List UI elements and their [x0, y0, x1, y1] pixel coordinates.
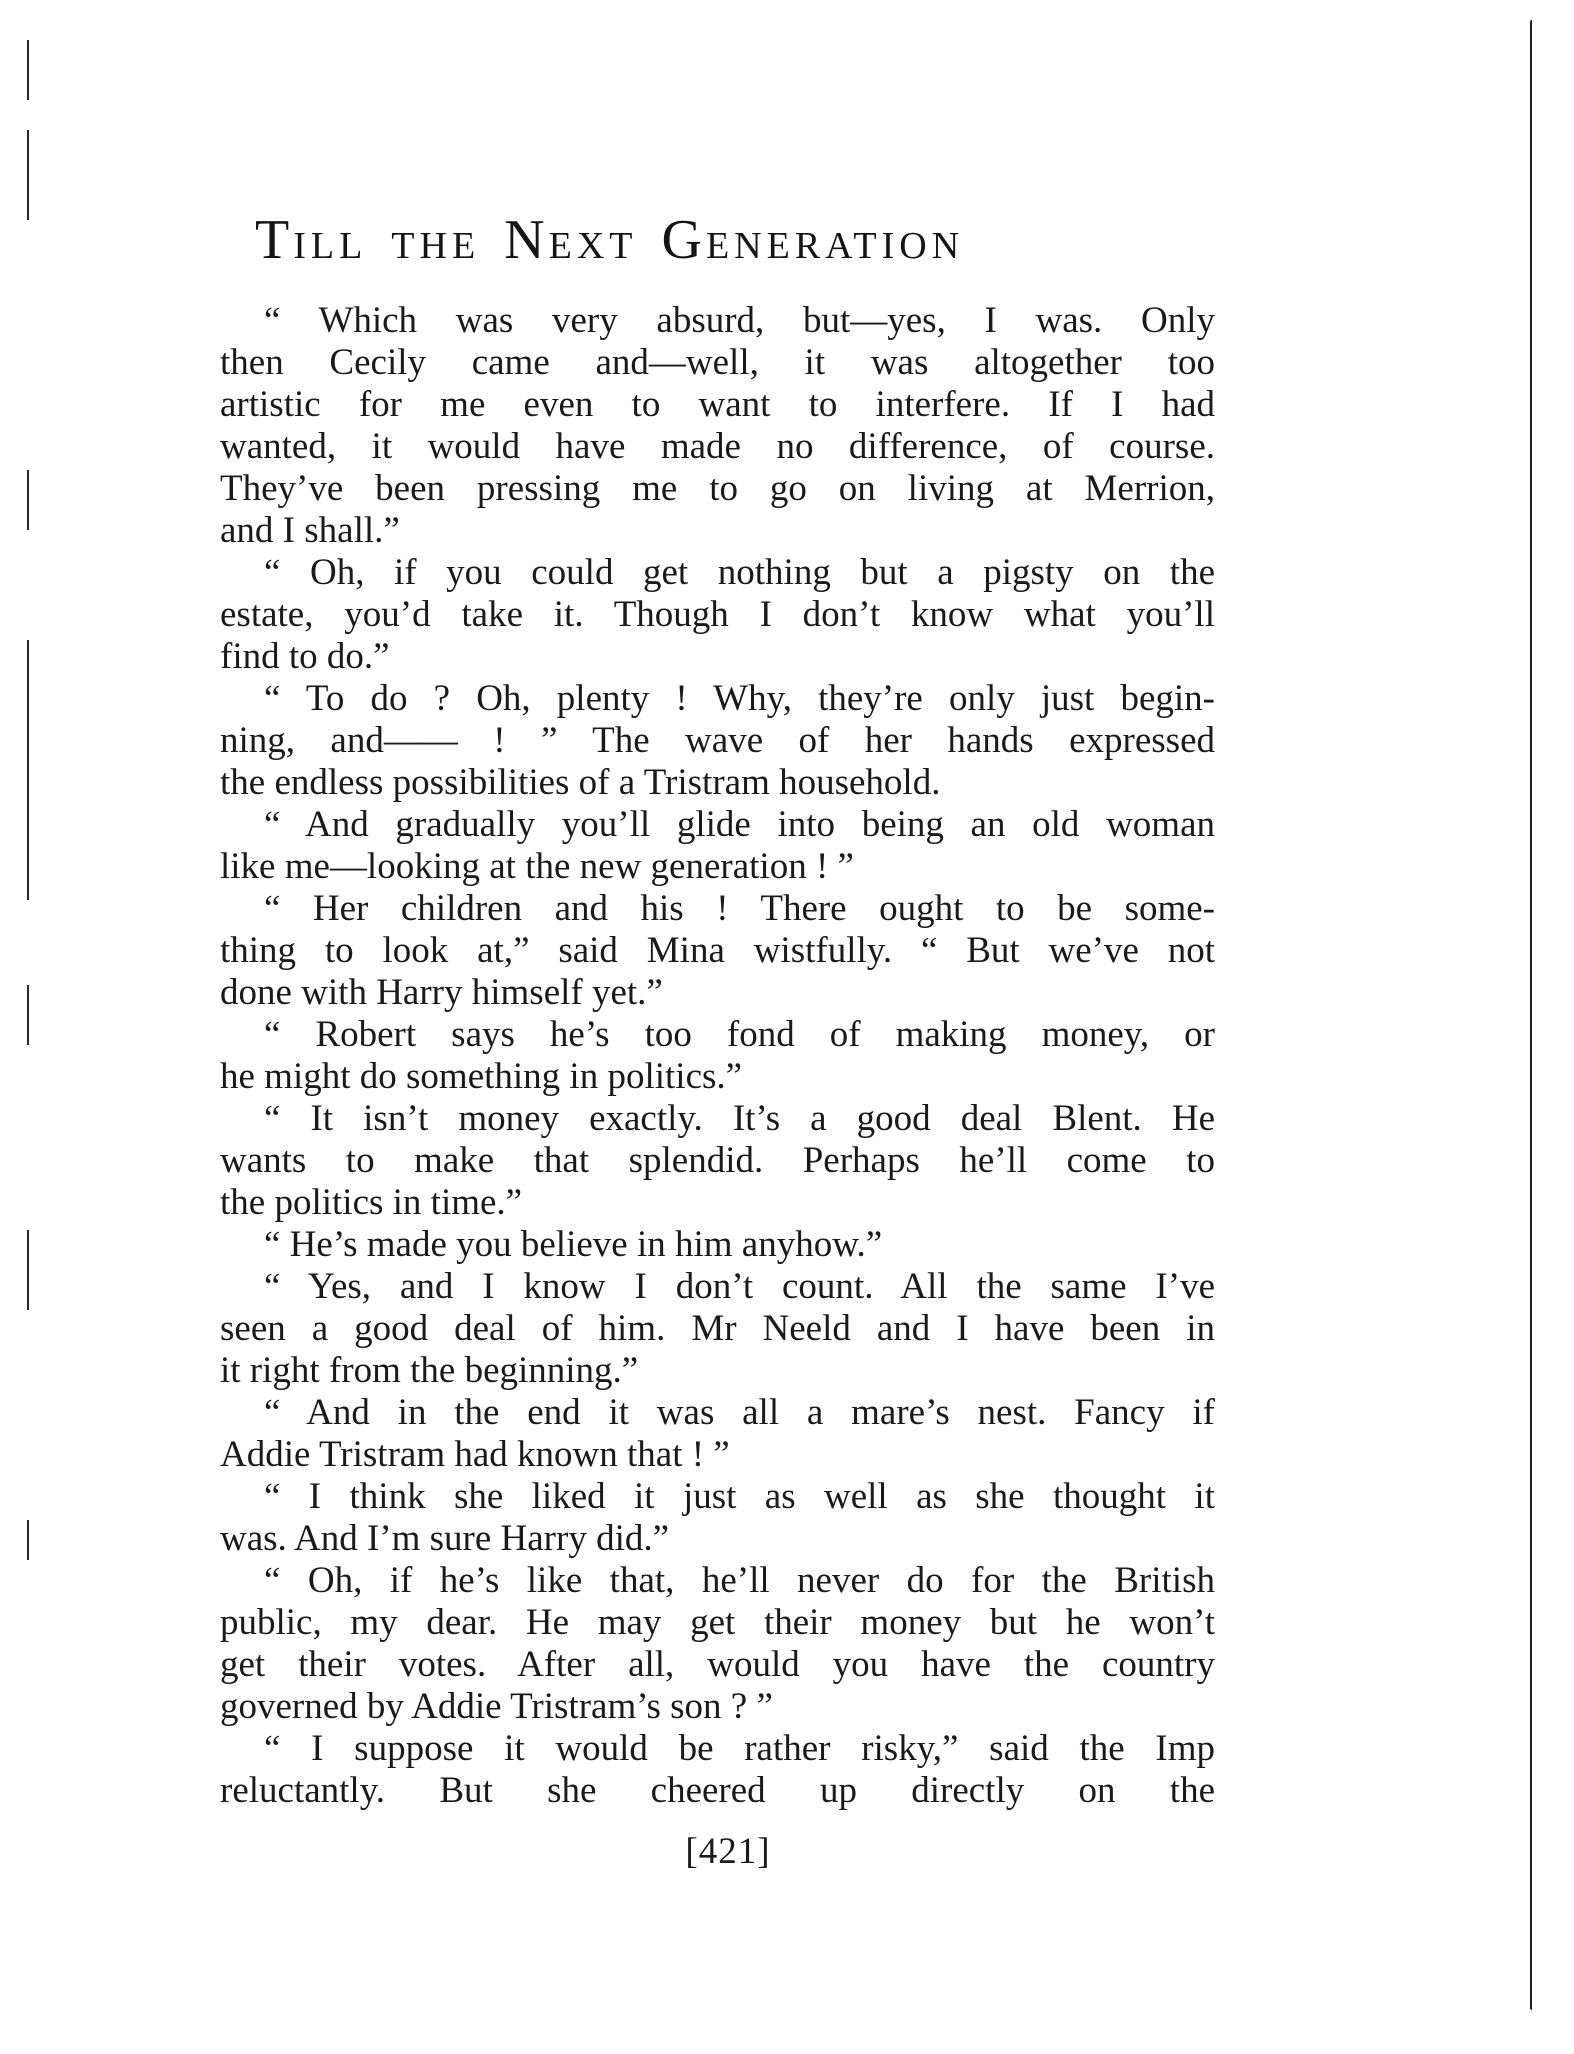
text-line: and I shall.” — [220, 510, 400, 551]
running-title-word: GENERATION — [661, 209, 965, 271]
scan-edge-right — [1530, 20, 1538, 2010]
text-line: he might do something in politics.” — [220, 1056, 743, 1097]
text-line: “ I suppose it would be rather risky,” said the Imp — [264, 1728, 1215, 1769]
text-line: public, my dear. He may get their money but he won’t — [220, 1602, 1215, 1643]
text-line: “ Robert says he’s too fond of making money, or — [264, 1014, 1215, 1055]
text-line: then Cecily came and—well, it was altogether too — [220, 342, 1215, 383]
text-line: They’ve been pressing me to go on living at Merrion, — [220, 468, 1215, 509]
text-line: “ Which was very absurd, but—yes, I was. Only — [264, 300, 1215, 341]
text-line: “ To do ? Oh, plenty ! Why, they’re only just begin- — [264, 678, 1215, 719]
text-line: “ Her children and his ! There ought to be some- — [264, 888, 1215, 929]
text-line: seen a good deal of him. Mr Neeld and I have been in — [220, 1308, 1215, 1349]
text-line: “ I think she liked it just as well as she thought it — [264, 1476, 1215, 1517]
running-title — [255, 208, 1185, 272]
text-line: estate, you’d take it. Though I don’t know what you’ll — [220, 594, 1215, 635]
text-line: “ Yes, and I know I don’t count. All the same I’ve — [264, 1266, 1215, 1307]
text-line: “ And gradually you’ll glide into being an old woman — [264, 804, 1215, 845]
text-line: artistic for me even to want to interfere. If I had — [220, 384, 1215, 425]
scan-edge-left — [27, 40, 30, 1940]
text-line: “ It isn’t money exactly. It’s a good deal Blent. He — [264, 1098, 1215, 1139]
body-text — [220, 300, 1215, 1812]
text-line: Addie Tristram had known that ! ” — [220, 1434, 730, 1475]
text-line: wanted, it would have made no difference, of course. — [220, 426, 1215, 467]
text-line: governed by Addie Tristram’s son ? ” — [220, 1686, 773, 1727]
text-line: ning, and—— ! ” The wave of her hands expressed — [220, 720, 1215, 761]
text-line: get their votes. After all, would you have the country — [220, 1644, 1215, 1685]
text-line: reluctantly. But she cheered up directly on the — [220, 1770, 1215, 1811]
text-line: done with Harry himself yet.” — [220, 972, 663, 1013]
running-title-word: NEXT — [504, 209, 638, 271]
text-line: “ He’s made you believe in him anyhow.” — [264, 1224, 883, 1265]
text-line: the politics in time.” — [220, 1182, 523, 1223]
text-line: was. And I’m sure Harry did.” — [220, 1518, 670, 1559]
text-line: it right from the beginning.” — [220, 1350, 639, 1391]
running-title-word: THE — [391, 225, 481, 267]
text-line: “ And in the end it was all a mare’s nest. Fancy if — [264, 1392, 1215, 1433]
page-number: [421] — [685, 1831, 771, 1872]
text-line: “ Oh, if he’s like that, he’ll never do for the British — [264, 1560, 1215, 1601]
text-line: “ Oh, if you could get nothing but a pigsty on the — [264, 552, 1215, 593]
running-title-word: TILL — [255, 209, 368, 271]
text-line: wants to make that splendid. Perhaps he’ll come to — [220, 1140, 1215, 1181]
text-line: thing to look at,” said Mina wistfully. “ But we’ve not — [220, 930, 1215, 971]
text-line: the endless possibilities of a Tristram household. — [220, 762, 941, 803]
text-line: like me—looking at the new generation ! ” — [220, 846, 854, 887]
text-line: find to do.” — [220, 636, 390, 677]
